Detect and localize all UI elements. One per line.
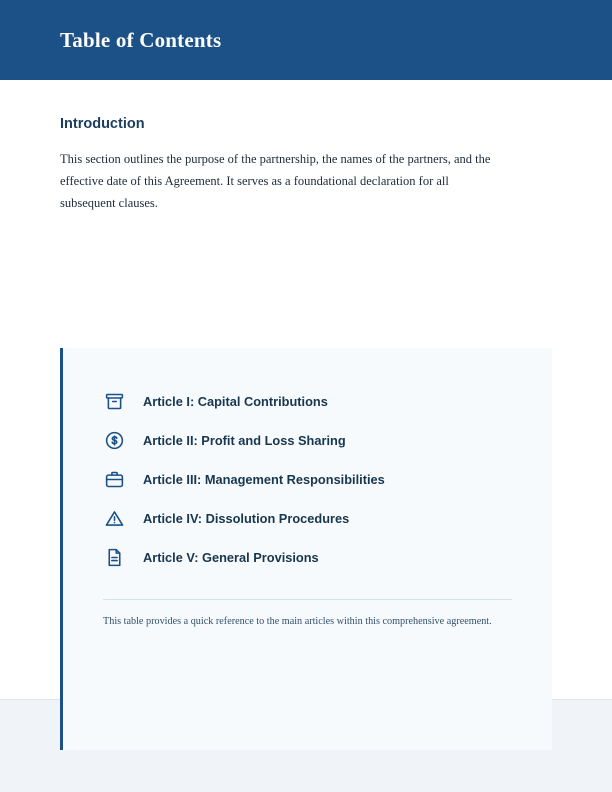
list-item[interactable] — [63, 382, 552, 421]
page-title: Table of Contents — [60, 27, 222, 52]
list-item[interactable] — [63, 421, 552, 460]
page-body — [0, 80, 612, 699]
list-item-label: Article II: Profit and Loss Sharing — [143, 433, 346, 448]
table-note: This table provides a quick reference to the main articles within this comprehensive agreement. — [103, 616, 492, 627]
list-item[interactable] — [63, 460, 552, 499]
list-item-label: Article V: General Provisions — [143, 550, 319, 565]
section-paragraph: This section outlines the purpose of the partnership, the names of the partners, and the effective date of this Agreement. It serves as a foundational declaration for all subsequent clauses. — [60, 152, 491, 210]
table-of-contents-card — [60, 348, 552, 750]
list-item-label: Article IV: Dissolution Procedures — [143, 511, 350, 526]
warning-triangle-icon — [103, 508, 125, 530]
document-text-icon — [103, 547, 125, 569]
list-item[interactable] — [63, 499, 552, 538]
section-heading: Introduction — [60, 116, 145, 132]
briefcase-icon — [103, 469, 125, 491]
list-item[interactable] — [63, 538, 552, 577]
introduction-section — [0, 80, 612, 214]
list-item-label: Article I: Capital Contributions — [143, 394, 328, 409]
dollar-coin-icon — [103, 430, 125, 452]
page-header — [0, 0, 612, 80]
archive-box-icon — [103, 391, 125, 413]
divider — [103, 599, 512, 600]
list-item-label: Article III: Management Responsibilities — [143, 472, 385, 487]
table-of-contents-list — [63, 348, 552, 577]
